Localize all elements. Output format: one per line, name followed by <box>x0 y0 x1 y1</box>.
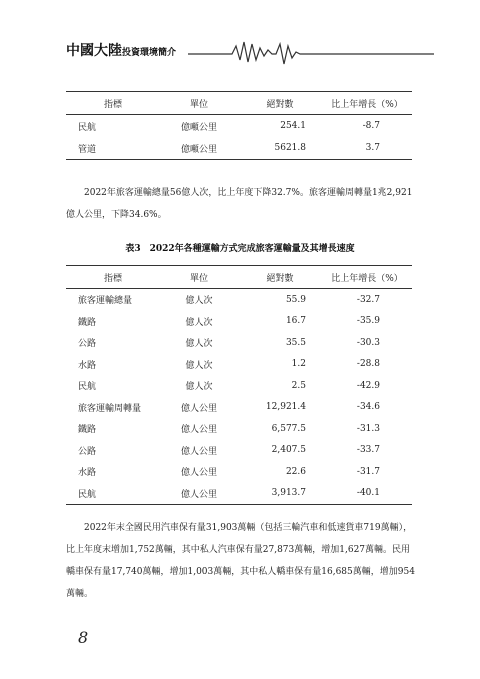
table-row <box>66 332 412 354</box>
column-header: 絕對數 <box>238 92 322 115</box>
cell-unit: 億噸公里 <box>180 122 217 133</box>
cell-value: 254.1 <box>280 121 306 131</box>
column-header: 指標 <box>66 266 160 289</box>
cell-value: 3,913.7 <box>271 488 306 499</box>
cell-unit: 億人公里 <box>180 425 217 436</box>
cell-growth: -35.9 <box>356 316 380 327</box>
cell-unit: 億人次 <box>185 296 213 307</box>
cell-unit: 億人次 <box>185 339 213 350</box>
cell-unit: 億噸公里 <box>180 144 217 155</box>
table-row <box>66 397 412 419</box>
cell-unit: 億人次 <box>185 317 213 328</box>
table-row <box>66 115 412 138</box>
paragraph-passenger-summary: 2022年旅客運輸總量56億人次，比上年度下降32.7%。旅客運輸周轉量1兆2,921億人公里，下降34.6%。 <box>66 188 413 220</box>
cell-growth: -42.9 <box>356 380 380 391</box>
cell-indicator: 民航 <box>78 489 97 500</box>
cell-value: 1.2 <box>291 359 306 370</box>
cell-growth: -31.7 <box>356 466 380 477</box>
cell-unit: 億人公里 <box>180 489 217 500</box>
cell-growth: -30.3 <box>356 337 380 348</box>
table-caption: 表3 2022年各種運輸方式完成旅客運輸量及其增長速度 <box>125 244 355 254</box>
cell-indicator: 鐵路 <box>78 425 97 436</box>
cell-indicator: 水路 <box>78 468 97 479</box>
header-title-sub: 投資環境簡介 <box>122 48 177 58</box>
table-row <box>66 289 412 311</box>
cell-indicator: 鐵路 <box>78 317 97 328</box>
cell-indicator: 公路 <box>78 446 97 457</box>
freight-table-continued <box>66 91 412 160</box>
table-row <box>66 311 412 333</box>
column-header: 單位 <box>160 92 238 115</box>
table-row <box>66 483 412 505</box>
cell-value: 55.9 <box>285 294 306 305</box>
table-row <box>66 354 412 376</box>
cell-unit: 億人次 <box>185 360 213 371</box>
cell-growth: -8.7 <box>362 121 380 131</box>
table-header-row <box>66 266 412 289</box>
column-header: 單位 <box>160 266 238 289</box>
passenger-transport-table <box>66 265 412 505</box>
cell-indicator: 旅客運輸周轉量 <box>78 403 142 414</box>
table-row <box>66 461 412 483</box>
cell-indicator: 管道 <box>78 144 97 155</box>
table-row <box>66 440 412 462</box>
column-header: 指標 <box>66 92 160 115</box>
cell-value: 12,921.4 <box>265 402 306 413</box>
table-row <box>66 375 412 397</box>
cell-value: 6,577.5 <box>271 423 306 434</box>
running-header <box>66 36 434 66</box>
table-row <box>66 137 412 160</box>
header-title <box>66 40 176 60</box>
cell-growth: -33.7 <box>356 445 380 456</box>
cell-indicator: 民航 <box>78 382 97 393</box>
column-header: 絕對數 <box>238 266 322 289</box>
cell-indicator: 水路 <box>78 360 97 371</box>
cell-growth: -34.6 <box>356 402 380 413</box>
cell-indicator: 旅客運輸總量 <box>78 296 133 307</box>
cell-growth: 3.7 <box>365 143 380 153</box>
cell-unit: 億人次 <box>185 382 213 393</box>
cell-value: 2,407.5 <box>271 445 306 456</box>
paragraph-vehicle-ownership: 2022年末全國民用汽車保有量31,903萬輛（包括三輪汽車和低速貨車719萬輛），比上年度末增加1,752萬輛，其中私人汽車保有量27,873萬輛，增加1,627萬輛。民用轎車保有量17,740萬輛，增加1,003萬輛，其中私人轎車保有量16,685萬輛，增加954萬輛。 <box>66 523 415 599</box>
cell-growth: -28.8 <box>356 359 380 370</box>
header-title-main: 中國大陸 <box>66 43 122 59</box>
table-header-row <box>66 92 412 115</box>
cell-value: 5621.8 <box>274 143 306 153</box>
cell-value: 35.5 <box>285 337 306 348</box>
cell-growth: -32.7 <box>356 294 380 305</box>
cell-indicator: 民航 <box>78 122 97 133</box>
column-header: 比上年增長（%） <box>322 92 412 115</box>
cell-value: 2.5 <box>291 380 306 391</box>
cell-value: 22.6 <box>285 466 306 477</box>
cell-unit: 億人公里 <box>180 468 217 479</box>
page-number: 8 <box>78 628 89 647</box>
cell-unit: 億人公里 <box>180 446 217 457</box>
column-header: 比上年增長（%） <box>322 266 412 289</box>
table-row <box>66 418 412 440</box>
cell-value: 16.7 <box>285 316 306 327</box>
cell-growth: -31.3 <box>356 423 380 434</box>
cell-growth: -40.1 <box>356 488 380 499</box>
cell-indicator: 公路 <box>78 339 97 350</box>
cell-unit: 億人公里 <box>180 403 217 414</box>
